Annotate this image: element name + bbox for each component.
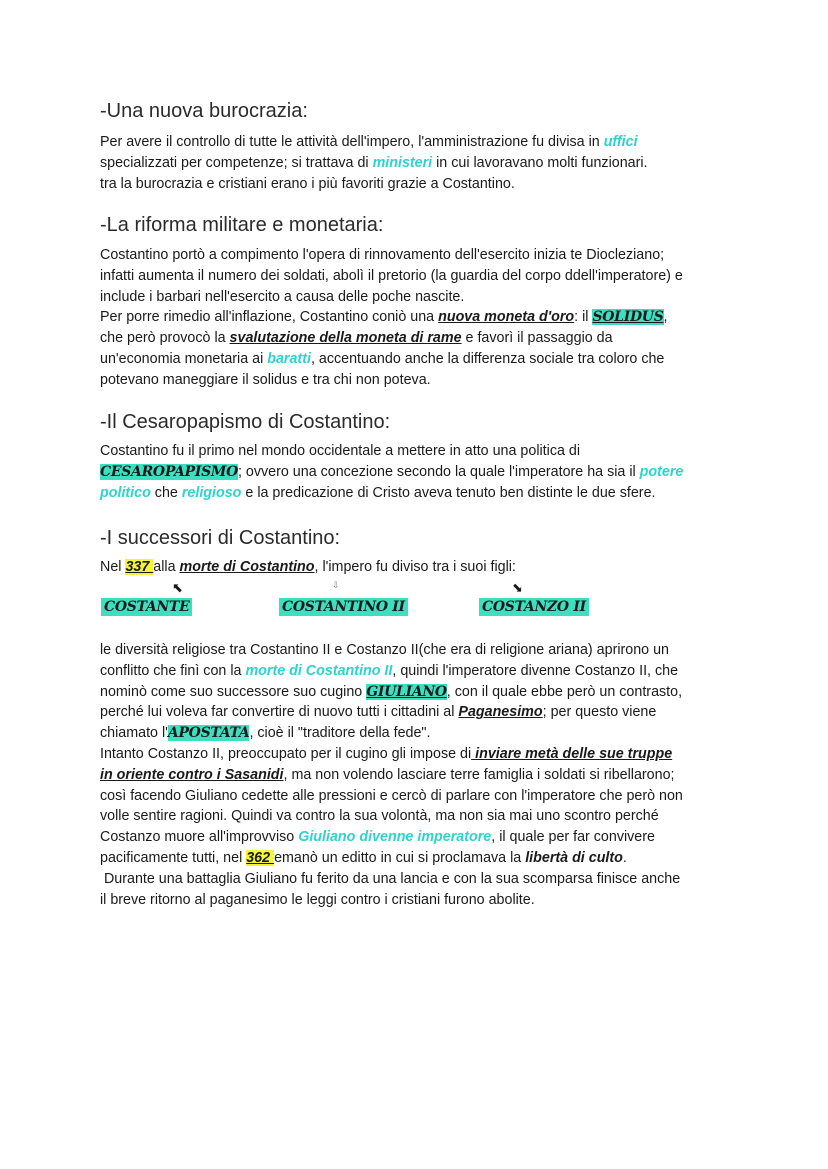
text: pacificamente tutti, nel bbox=[100, 849, 247, 866]
keyword-politico: politico bbox=[100, 484, 151, 501]
text: , cioè il "traditore della fede". bbox=[249, 725, 431, 742]
keyword-sasanidi: in oriente contro i Sasanidi bbox=[100, 766, 284, 783]
text: tra la burocrazia e cristiani erano i più favoriti grazie a Costantino. bbox=[100, 175, 515, 192]
keyword-nuova-moneta: nuova moneta d'oro bbox=[438, 309, 575, 326]
paragraph-successori bbox=[100, 640, 740, 910]
text: specializzati per competenze; si trattava di bbox=[100, 154, 373, 171]
heading-successori: -I successori di Costantino: bbox=[100, 527, 341, 549]
keyword-ministeri: ministeri bbox=[372, 154, 433, 171]
text: infatti aumenta il numero dei soldati, abolì il pretorio (la guardia del corpo ddell'imperatore) e bbox=[100, 267, 683, 284]
text: , quindi l'imperatore divenne Costanzo II, che bbox=[392, 662, 679, 679]
text: Nel bbox=[100, 559, 126, 575]
text: Costantino portò a compimento l'opera di rinnovamento dell'esercito inizia te Diocleziano; bbox=[100, 247, 665, 263]
text: ; per questo viene bbox=[542, 704, 657, 721]
text: , bbox=[663, 309, 668, 326]
date-337: 337 bbox=[125, 559, 154, 575]
text: . bbox=[622, 849, 627, 866]
text: , con il quale ebbe però un contrasto, bbox=[446, 683, 683, 700]
text: volle sentire ragioni. Quindi va contro la sua volontà, ma non sia mai uno scontro perché bbox=[100, 808, 659, 825]
text: include i barbari nell'esercito a causa delle poche nascite. bbox=[100, 288, 465, 305]
text: il breve ritorno al paganesimo le leggi contro i cristiani furono abolite. bbox=[100, 891, 535, 908]
arrow-down-icon: ⇩ bbox=[332, 580, 340, 590]
text: Per avere il controllo di tutte le attività dell'impero, l'amministrazione fu divisa in bbox=[100, 134, 604, 150]
text: Intanto Costanzo II, preoccupato per il cugino gli impose di bbox=[100, 745, 472, 762]
text: in cui lavoravano molti funzionari. bbox=[432, 154, 648, 171]
paragraph-riforma bbox=[100, 245, 740, 391]
text: conflitto che finì con la bbox=[100, 662, 246, 679]
son-costantino-ii: COSTANTINO II bbox=[279, 598, 408, 616]
text: , ma non volendo lasciare terre famiglia i soldati si ribellarono; bbox=[283, 766, 675, 783]
text: alla bbox=[153, 559, 180, 575]
heading-riforma: -La riforma militare e monetaria: bbox=[100, 214, 384, 236]
keyword-uffici: uffici bbox=[603, 134, 638, 150]
keyword-religioso: religioso bbox=[181, 484, 242, 501]
keyword-paganesimo: Paganesimo bbox=[458, 704, 543, 721]
paragraph-burocrazia bbox=[100, 132, 740, 194]
date-362: 362 bbox=[246, 849, 275, 866]
arrow-down-right-icon: ⬊ bbox=[512, 580, 523, 595]
heading-cesaropapismo: -Il Cesaropapismo di Costantino: bbox=[100, 411, 391, 433]
keyword-morte-costantino-ii: morte di Costantino II bbox=[245, 662, 393, 679]
text: un'economia monetaria ai bbox=[100, 350, 268, 367]
text: Per porre rimedio all'inflazione, Costantino coniò una bbox=[100, 309, 439, 326]
text: le diversità religiose tra Costantino II e Costanzo II(che era di religione ariana) aprirono un bbox=[100, 642, 669, 658]
keyword-liberta-culto: libertà di culto bbox=[525, 849, 623, 866]
keyword-baratti: baratti bbox=[267, 350, 311, 367]
text: nominò come suo successore suo cugino bbox=[100, 683, 367, 700]
text: e la predicazione di Cristo aveva tenuto ben distinte le due sfere. bbox=[241, 484, 656, 501]
paragraph-successori-intro bbox=[100, 557, 740, 578]
keyword-cesaropapismo: CESAROPAPISMO bbox=[100, 463, 238, 480]
text: Durante una battaglia Giuliano fu ferito da una lancia e con la sua scomparsa finisce anche bbox=[100, 870, 681, 887]
text: e favorì il passaggio da bbox=[461, 330, 613, 347]
text: Costanzo muore all'improvviso bbox=[100, 829, 299, 846]
keyword-svalutazione: svalutazione della moneta di rame bbox=[229, 330, 462, 347]
keyword-morte-costantino: morte di Costantino bbox=[179, 559, 315, 575]
son-costanzo-ii: COSTANZO II bbox=[479, 598, 589, 616]
keyword-giuliano-imperatore: Giuliano divenne imperatore bbox=[298, 829, 492, 846]
son-costante: COSTANTE bbox=[101, 598, 192, 616]
text: emanò un editto in cui si proclamava la bbox=[274, 849, 526, 866]
keyword-potere: potere bbox=[639, 463, 684, 480]
text: , l'impero fu diviso tra i suoi figli: bbox=[314, 559, 516, 575]
text: Costantino fu il primo nel mondo occidentale a mettere in atto una politica di bbox=[100, 443, 581, 459]
text: , il quale per far convivere bbox=[491, 829, 655, 846]
heading-burocrazia: -Una nuova burocrazia: bbox=[100, 100, 308, 122]
arrow-down-left-icon: ⬉ bbox=[172, 580, 183, 595]
text: così facendo Giuliano cedette alle pressioni e cercò di parlare con l'imperatore che però non bbox=[100, 787, 683, 804]
paragraph-cesaropapismo bbox=[100, 441, 740, 503]
text: che bbox=[150, 484, 182, 501]
text: , accentuando anche la differenza sociale tra coloro che bbox=[310, 350, 665, 367]
keyword-inviare-truppe: inviare metà delle sue truppe bbox=[471, 745, 673, 762]
text: ; ovvero una concezione secondo la quale l'imperatore ha sia il bbox=[237, 463, 640, 480]
keyword-apostata: APOSTATA bbox=[167, 725, 250, 742]
text: : il bbox=[574, 309, 593, 326]
keyword-solidus: SOLIDUS bbox=[592, 309, 664, 326]
text: chiamato l' bbox=[100, 725, 168, 742]
keyword-giuliano: GIULIANO bbox=[366, 683, 447, 700]
text: che però provocò la bbox=[100, 330, 230, 347]
text: perché lui voleva far convertire di nuovo tutti i cittadini al bbox=[100, 704, 459, 721]
text: potevano maneggiare il solidus e tra chi non poteva. bbox=[100, 371, 431, 388]
